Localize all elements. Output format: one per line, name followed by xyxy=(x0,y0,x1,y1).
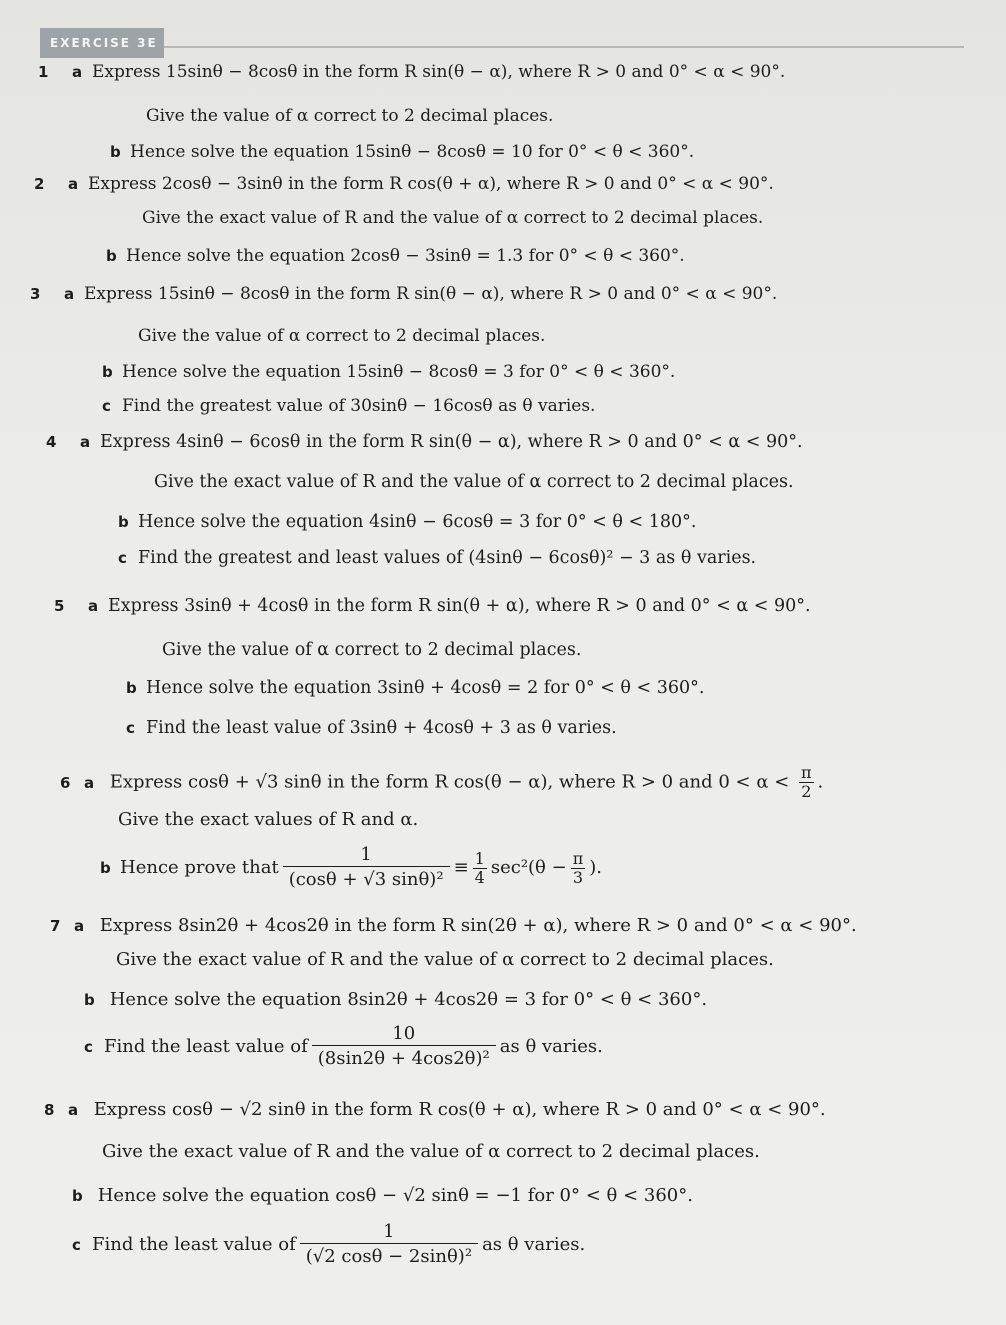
exercise-line xyxy=(106,244,685,268)
question-number: 6 xyxy=(60,773,71,792)
q7c-fraction: $\frac{10}{\text{(8sin2θ + 4cos2θ)²}}$ xyxy=(312,1023,496,1072)
question-text: Hence solve the equation 15sinθ − 8cosθ = 10 for 0° < θ < 360°. xyxy=(130,142,695,162)
q7-part-a: 7 a Express 8sin2θ + 4cos2θ in the form R sin(2θ + α), where R > 0 and 0° < α < 90°. xyxy=(50,915,857,936)
part-label: c xyxy=(102,397,111,415)
question-text: Express 2cosθ − 3sinθ in the form R cos(θ + α), where R > 0 and 0° < α < 90°. xyxy=(88,174,774,194)
exercise-line xyxy=(146,104,553,128)
question-text: Give the value of α correct to 2 decimal places. xyxy=(162,640,582,660)
exercise-line xyxy=(30,282,777,306)
exercise-line xyxy=(102,394,595,418)
question-text: Express 4sinθ − 6cosθ in the form R sin(θ − α), where R > 0 and 0° < α < 90°. xyxy=(100,432,803,452)
exercise-line xyxy=(142,206,763,230)
question-text: Give the value of α correct to 2 decimal places. xyxy=(138,326,546,346)
q6b-pi-third: $\frac{\pi}{3}$ xyxy=(572,848,584,887)
part-label: c xyxy=(126,719,135,737)
exercise-line xyxy=(34,172,774,196)
q7-part-c: c Find the least value of $\frac{10}{\text{(8sin2θ + 4cos2θ)²}}$ as θ varies. xyxy=(84,1018,603,1076)
question-text: Give the exact value of R and the value of α correct to 2 decimal places. xyxy=(154,472,794,492)
part-label: b xyxy=(84,991,95,1009)
exercise-line xyxy=(102,360,675,384)
q6-part-a: 6 a Express cosθ + √3 sinθ in the form R cos(θ − α), where R > 0 and 0 < α < $\frac{\pi}{2}$ . xyxy=(60,763,824,801)
part-label: a xyxy=(88,597,99,615)
q8-part-b: b Hence solve the equation cosθ − √2 sinθ = −1 for 0° < θ < 360°. xyxy=(72,1185,693,1206)
question-number: 3 xyxy=(30,285,41,303)
q8-part-a: 8 a Express cosθ − √2 sinθ in the form R cos(θ + α), where R > 0 and 0° < α < 90°. xyxy=(44,1099,826,1120)
question-number: 7 xyxy=(50,917,61,935)
exercise-line xyxy=(110,140,694,164)
exercise-line xyxy=(54,594,811,618)
part-label: c xyxy=(118,549,127,567)
exercise-line xyxy=(154,470,794,494)
part-label: a xyxy=(74,917,85,935)
question-text: Express 15sinθ − 8cosθ in the form R sin(θ − α), where R > 0 and 0° < α < 90°. xyxy=(92,62,786,82)
part-label: a xyxy=(84,773,95,792)
question-number: 4 xyxy=(46,433,57,451)
part-label: a xyxy=(68,175,79,193)
q6a-text: Express cosθ + √3 sinθ in the form R cos(θ − α), where R > 0 and 0 < α < xyxy=(109,771,790,793)
header-rule xyxy=(164,46,964,48)
question-text: Express 3sinθ + 4cosθ in the form R sin(θ + α), where R > 0 and 0° < α < 90°. xyxy=(108,596,811,616)
q6b-text: Hence prove that xyxy=(120,857,279,878)
question-text: Give the exact value of R and the value of α correct to 2 decimal places. xyxy=(142,208,764,228)
q6b-fraction: $\frac{1}{\text{(cosθ + √3 sinθ)²}}$ xyxy=(283,844,450,893)
q8-part-a-line2: Give the exact value of R and the value of α correct to 2 decimal places. xyxy=(102,1141,760,1162)
question-text: Find the least value of 3sinθ + 4cosθ + 3 as θ varies. xyxy=(146,718,617,738)
question-number: 2 xyxy=(34,175,45,193)
exercise-line xyxy=(138,324,545,348)
q6b-quarter: $\frac{1}{4}$ xyxy=(474,848,485,887)
q6a-fraction: $\frac{\pi}{2}$ xyxy=(801,763,812,801)
part-label: a xyxy=(80,433,91,451)
exercise-line xyxy=(118,510,696,534)
q6-part-b: b Hence prove that $\frac{1}{\text{(cosθ + √3 sinθ)²}}$ ≡ $\frac{1}{4}$ sec²(θ − $\frac{\pi}{3}$ ). xyxy=(100,838,602,898)
exercise-line xyxy=(126,716,617,740)
part-label: a xyxy=(72,63,83,81)
question-number: 5 xyxy=(54,597,65,615)
question-text: Give the value of α correct to 2 decimal places. xyxy=(146,106,554,126)
exercise-line xyxy=(38,60,785,84)
part-label: b xyxy=(72,1187,83,1205)
part-label: c xyxy=(72,1236,81,1254)
part-label: b xyxy=(100,859,111,877)
part-label: b xyxy=(102,363,113,381)
exercise-line xyxy=(126,676,704,700)
exercise-line xyxy=(162,638,581,662)
q8-part-c: c Find the least value of $\frac{1}{\text{(√2 cosθ − 2sinθ)²}}$ as θ varies. xyxy=(72,1214,585,1276)
part-label: a xyxy=(64,285,75,303)
exercise-header: EXERCISE 3E xyxy=(40,28,164,58)
question-number: 8 xyxy=(44,1101,55,1119)
part-label: b xyxy=(110,143,121,161)
part-label: b xyxy=(126,679,137,697)
q8c-fraction: $\frac{1}{\text{(√2 cosθ − 2sinθ)²}}$ xyxy=(300,1221,478,1270)
q7-part-b: b Hence solve the equation 8sin2θ + 4cos2θ = 3 for 0° < θ < 360°. xyxy=(84,989,708,1010)
exercise-line xyxy=(46,430,803,454)
exercise-line xyxy=(118,546,756,570)
question-text: Find the greatest value of 30sinθ − 16cosθ as θ varies. xyxy=(122,396,596,416)
q7-part-a-line2: Give the exact value of R and the value of α correct to 2 decimal places. xyxy=(116,949,774,970)
question-number: 1 xyxy=(38,63,49,81)
question-text: Express 15sinθ − 8cosθ in the form R sin(θ − α), where R > 0 and 0° < α < 90°. xyxy=(84,284,778,304)
question-text: Hence solve the equation 4sinθ − 6cosθ = 3 for 0° < θ < 180°. xyxy=(138,512,697,532)
question-text: Hence solve the equation 3sinθ + 4cosθ = 2 for 0° < θ < 360°. xyxy=(146,678,705,698)
question-text: Hence solve the equation 15sinθ − 8cosθ = 3 for 0° < θ < 360°. xyxy=(122,362,676,382)
question-text: Hence solve the equation 2cosθ − 3sinθ = 1.3 for 0° < θ < 360°. xyxy=(126,246,685,266)
part-label: b xyxy=(106,247,117,265)
q6-part-a-line2: Give the exact values of R and α. xyxy=(118,809,419,830)
part-label: a xyxy=(68,1101,79,1119)
question-text: Find the greatest and least values of (4sinθ − 6cosθ)² − 3 as θ varies. xyxy=(138,548,757,568)
part-label: b xyxy=(118,513,129,531)
part-label: c xyxy=(84,1038,93,1056)
